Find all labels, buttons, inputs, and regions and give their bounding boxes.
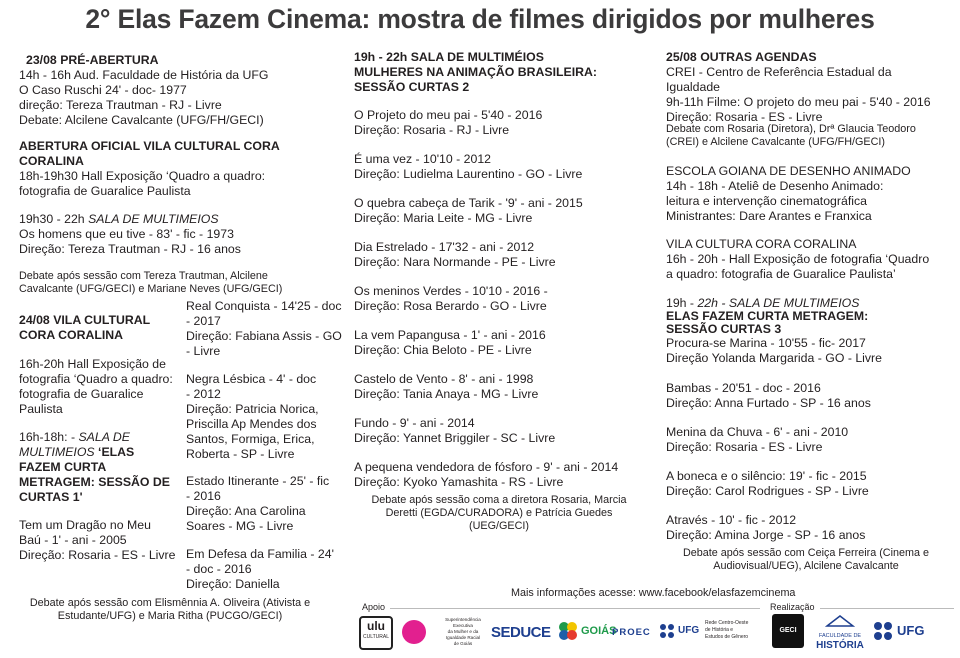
session-title: MULHERES NA ANIMAÇÃO BRASILEIRA: (354, 65, 597, 79)
col2-film-7 (354, 416, 555, 446)
pre-line: 14h - 16h Aud. Faculdade de História da UFG (19, 68, 269, 82)
col3-film-0 (666, 336, 882, 366)
col3-escola (666, 164, 911, 224)
pre-line: direção: Tereza Trautman - RJ - Livre (19, 98, 222, 112)
session-title: ELAS FAZEM CURTA METRAGEM: (666, 309, 869, 323)
crei-line: 9h-11h Filme: O projeto do meu pai - 5'40 - 2016 (666, 95, 931, 109)
faculdade-historia-logo (814, 614, 866, 651)
crei-line: Direção: Rosaria - ES - Livre (666, 110, 823, 124)
session-title: SESSÃO CURTAS 3 (666, 322, 782, 336)
film-line: - doc - 2016 (186, 562, 252, 576)
sessao-time: 16h-18h: - (19, 430, 79, 444)
abertura-section (19, 139, 280, 199)
film-title: A pequena vendedora de fósforo - 9' - ani - 2014 (354, 460, 619, 474)
col3-film-3 (666, 469, 869, 499)
col3-film-2 (666, 425, 848, 455)
film-director: Direção: Maria Leite - MG - Livre (354, 211, 533, 225)
film-line: Priscilla Ap Mendes dos (186, 417, 317, 431)
page-title: 2° Elas Fazem Cinema: mostra de filmes dirigidos por mulheres (85, 4, 875, 34)
historia-logo-text: HISTÓRIA (816, 640, 864, 651)
logo-line: de Goiás (453, 641, 473, 646)
abertura-title: CORALINA (19, 154, 84, 168)
pre-abertura-details (19, 68, 269, 128)
escola-line: 14h - 18h - Ateliê de Desenho Animado: (666, 179, 884, 193)
film-dragao (19, 518, 176, 563)
film-line: Direção: Fabiana Assis - GO (186, 329, 342, 343)
sessao-title: METRAGEM: SESSÃO DE (19, 475, 170, 489)
session-title: SESSÃO CURTAS 2 (354, 80, 470, 94)
film-director: Direção: Tania Anaya - MG - Livre (354, 387, 539, 401)
film-em-defesa (186, 547, 334, 592)
goias-emblem-icon (557, 620, 579, 642)
vila-line: 16h - 20h - Hall Exposição de fotografia ‘Quadro (666, 252, 930, 266)
ulu-cultural-logo (359, 616, 393, 650)
col2-debate (344, 494, 654, 533)
col2-film-0 (354, 108, 542, 138)
proec-logo: PROEC (612, 627, 651, 638)
col2-film-3 (354, 240, 556, 270)
superintendencia-logo (440, 617, 486, 647)
film-director: Direção: Rosa Berardo - GO - Livre (354, 299, 547, 313)
debate-line: Debate após sessão coma a diretora Rosaria, Marcia (371, 494, 627, 506)
debate-line: Estudante/UFG) e Maria Ritha (PUCGO/GECI) (57, 610, 283, 622)
day2-section (19, 313, 150, 343)
col3-film-1 (666, 381, 871, 411)
film-title: Através - 10' - fic - 2012 (666, 513, 797, 527)
film-director: Direção: Rosaria - ES - Livre (666, 440, 823, 454)
pre-abertura-section (26, 53, 159, 68)
ulu-logo-subtext: CULTURAL (362, 634, 390, 640)
film-line: Estado Itinerante - 25' - fic (186, 474, 330, 488)
col3-debate (656, 547, 956, 573)
ulu-logo-text: ulu (367, 619, 385, 633)
debate-final-1 (10, 597, 330, 623)
sala-name: SALA DE MULTIMEIOS (88, 212, 219, 226)
logo-line: de História e (705, 627, 734, 633)
debate-line: Deretti (EGDA/CURADORA) e Patrícia Guedes (385, 507, 613, 519)
geci-logo (772, 614, 804, 648)
pre-line: O Caso Ruschi 24' - doc- 1977 (19, 83, 187, 97)
film-director: Direção: Carol Rodrigues - SP - Livre (666, 484, 869, 498)
abertura-line: fotografia de Guaralice Paulista (19, 184, 191, 198)
debate-line: Cavalcante (UFG/GECI) e Mariane Neves (UFG/GECI) (19, 283, 283, 295)
logo-line: Estudos de Gênero (705, 634, 749, 640)
abertura-title: ABERTURA OFICIAL VILA CULTURAL CORA (19, 139, 280, 153)
col2-film-5 (354, 328, 546, 358)
film-director: Direção: Chia Beloto - PE - Livre (354, 343, 532, 357)
realizacao-divider (820, 608, 954, 609)
logo-line: Igualdade Racial (445, 635, 481, 640)
col2-film-4 (354, 284, 548, 314)
col2-film-6 (354, 372, 538, 402)
session-title: 19h - 22h SALA DE MULTIMÉIOS (354, 50, 544, 64)
more-info-link[interactable]: Mais informações acesse: www.facebook/elasfazemcinema (511, 587, 796, 599)
film-line: - 2017 (186, 314, 221, 328)
realizacao-label: Realização (770, 602, 815, 612)
apoio-divider (390, 608, 760, 609)
film-title: Fundo - 9' - ani - 2014 (354, 416, 475, 430)
ufg-emblem-icon (872, 620, 894, 642)
film-director: Direção: Rosaria - RJ - Livre (354, 123, 510, 137)
film-title: Menina da Chuva - 6' - ani - 2010 (666, 425, 849, 439)
col2-film-1 (354, 152, 582, 182)
film-director: Direção: Kyoko Yamashita - RS - Livre (354, 475, 564, 489)
pre-line: Debate: Alcilene Cavalcante (UFG/FH/GECI) (19, 113, 264, 127)
goias-logo-text: GOIÁS (581, 625, 617, 637)
film-title: Os meninos Verdes - 10'10 - 2016 - (354, 284, 548, 298)
film-title: La vem Papangusa - 1' - ani - 2016 (354, 328, 546, 342)
film-director: Direção: Yannet Briggiler - SC - Livre (354, 431, 556, 445)
sessao-curtas-1 (19, 430, 170, 505)
film-line: Direção: Ana Carolina (186, 504, 306, 518)
sessao-title: ‘ELAS (94, 445, 135, 459)
col2-film-8 (354, 460, 618, 490)
logo-line: Rede Centro-Oeste (705, 620, 749, 626)
debate-line: (CREI) e Alcilene Cavalcante (UFG/FH/GECI) (666, 136, 885, 148)
day2-title: CORA CORALINA (19, 328, 124, 342)
sala-name: 22h - SALA DE MULTIMEIOS (697, 296, 860, 310)
debate-line: Debate após sessão com Elismênnia A. Oliveira (Ativista e (29, 597, 311, 609)
logo-line: da Mulher e da (447, 629, 479, 634)
vila-line: a quadro: fotografia de Guaralice Paulista’ (666, 267, 896, 281)
col3-crei (666, 50, 931, 125)
film-line: Santos, Formiga, Erica, (186, 432, 315, 446)
film-line: Direção: Patricia Norica, (186, 402, 319, 416)
faculdade-logo-text: FACULDADE DE (818, 633, 862, 639)
ufg-emblem-icon (658, 622, 676, 640)
expo-line: Paulista (19, 402, 63, 416)
film-title: Dia Estrelado - 17'32 - ani - 2012 (354, 240, 535, 254)
film-line: Direção: Tereza Trautman - RJ - 16 anos (19, 242, 241, 256)
day3-title: 25/08 OUTRAS AGENDAS (666, 50, 817, 64)
film-estado-itinerante (186, 474, 329, 534)
film-line: - 2012 (186, 387, 221, 401)
crei-line: Igualdade (666, 80, 721, 94)
crei-line: CREI - Centro de Referência Estadual da (666, 65, 892, 79)
film-line: Direção: Rosaria - ES - Livre (19, 548, 176, 562)
film-title: O quebra cabeça de Tarik - '9' - ani - 2015 (354, 196, 583, 210)
film-director: Direção: Anna Furtado - SP - 16 anos (666, 396, 871, 410)
film-director: Direção: Amina Jorge - SP - 16 anos (666, 528, 866, 542)
seal-icon (402, 620, 426, 644)
film-line: - Livre (186, 344, 221, 358)
sessao-name: SALA DE (78, 430, 130, 444)
apoio-label: Apoio (362, 602, 386, 612)
sala-time: 19h - (666, 296, 698, 310)
film-line: Soares - MG - Livre (186, 519, 294, 533)
col3-crei-debate (666, 123, 916, 149)
film-title: Castelo de Vento - 8' - ani - 1998 (354, 372, 534, 386)
escola-line: Ministrantes: Dare Arantes e Franxica (666, 209, 872, 223)
debate-line: Debate após sessão com Tereza Trautman, Alcilene (19, 270, 268, 282)
col2-title (354, 50, 597, 95)
sessao-name: MULTIMEIOS (19, 445, 95, 459)
film-line: Em Defesa da Familia - 24' (186, 547, 334, 561)
geci-logo-text: GECI (779, 627, 797, 634)
col3-film-4 (666, 513, 865, 543)
film-director: Direção: Nara Normande - PE - Livre (354, 255, 556, 269)
vila-line: VILA CULTURA CORA CORALINA (666, 237, 857, 251)
day2-expo (19, 357, 173, 417)
sessao-title: FAZEM CURTA (19, 460, 107, 474)
debate-line: Debate com Rosaria (Diretora), Drª Glaucia Teodoro (666, 123, 916, 135)
col2-film-2 (354, 196, 583, 226)
debate-line: Debate após sessão com Ceiça Ferreira (Cinema e (682, 547, 930, 559)
abertura-line: 18h-19h30 Hall Exposição ‘Quadro a quadro: (19, 169, 266, 183)
expo-line: fotografia de Guaralice (19, 387, 144, 401)
debate-line: (UEG/GECI) (469, 520, 529, 532)
film-negra-lesbica (186, 372, 319, 462)
film-director: Direção Yolanda Margarida - GO - Livre (666, 351, 882, 365)
film-line: Negra Lésbica - 4' - doc (186, 372, 317, 386)
faculdade-emblem-icon (825, 614, 855, 628)
logo-line: Superintendência (445, 617, 481, 622)
day2-title: 24/08 VILA CULTURAL (19, 313, 151, 327)
film-line: Os homens que eu tive - 83' - fic - 1973 (19, 227, 234, 241)
expo-line: fotografia ‘Quadro a quadro: (19, 372, 173, 386)
film-title: A boneca e o silêncio: 19' - fic - 2015 (666, 469, 867, 483)
film-line: Direção: Daniella (186, 577, 280, 591)
film-line: Tem um Dragão no Meu (19, 518, 151, 532)
film-title: Bambas - 20'51 - doc - 2016 (666, 381, 821, 395)
debate-line: Audiovisual/UEG), Alcilene Cavalcante (713, 560, 899, 572)
film-title: Procura-se Marina - 10'55 - fic- 2017 (666, 336, 866, 350)
escola-line: ESCOLA GOIANA DE DESENHO ANIMADO (666, 164, 911, 178)
film-title: É uma vez - 10'10 - 2012 (354, 152, 492, 166)
logo-line: Executiva (453, 623, 473, 628)
rede-centro-oeste-logo (705, 620, 765, 641)
sala-time: 19h30 - 22h (19, 212, 89, 226)
sessao-title: CURTAS 1' (19, 490, 83, 504)
pre-abertura-title: 23/08 PRÉ-ABERTURA (26, 53, 159, 67)
escola-line: leitura e intervenção cinematográfica (666, 194, 867, 208)
film-title: O Projeto do meu pai - 5'40 - 2016 (354, 108, 543, 122)
debate-1 (19, 270, 282, 296)
col3-vila (666, 237, 929, 282)
film-real-conquista (186, 299, 342, 359)
sala-section-1 (19, 212, 241, 257)
film-line: Baú - 1' - ani - 2005 (19, 533, 127, 547)
ufg-logo-text: UFG (897, 623, 925, 638)
seduce-logo: SEDUCE (491, 624, 551, 641)
film-director: Direção: Ludielma Laurentino - GO - Livre (354, 167, 583, 181)
film-line: - 2016 (186, 489, 221, 503)
expo-line: 16h-20h Hall Exposição de (19, 357, 166, 371)
col3-curtas-title (666, 310, 868, 336)
film-line: Roberta - SP - Livre (186, 447, 295, 461)
film-line: Real Conquista - 14'25 - doc (186, 299, 342, 313)
ufg-logo-text: UFG (678, 625, 700, 636)
